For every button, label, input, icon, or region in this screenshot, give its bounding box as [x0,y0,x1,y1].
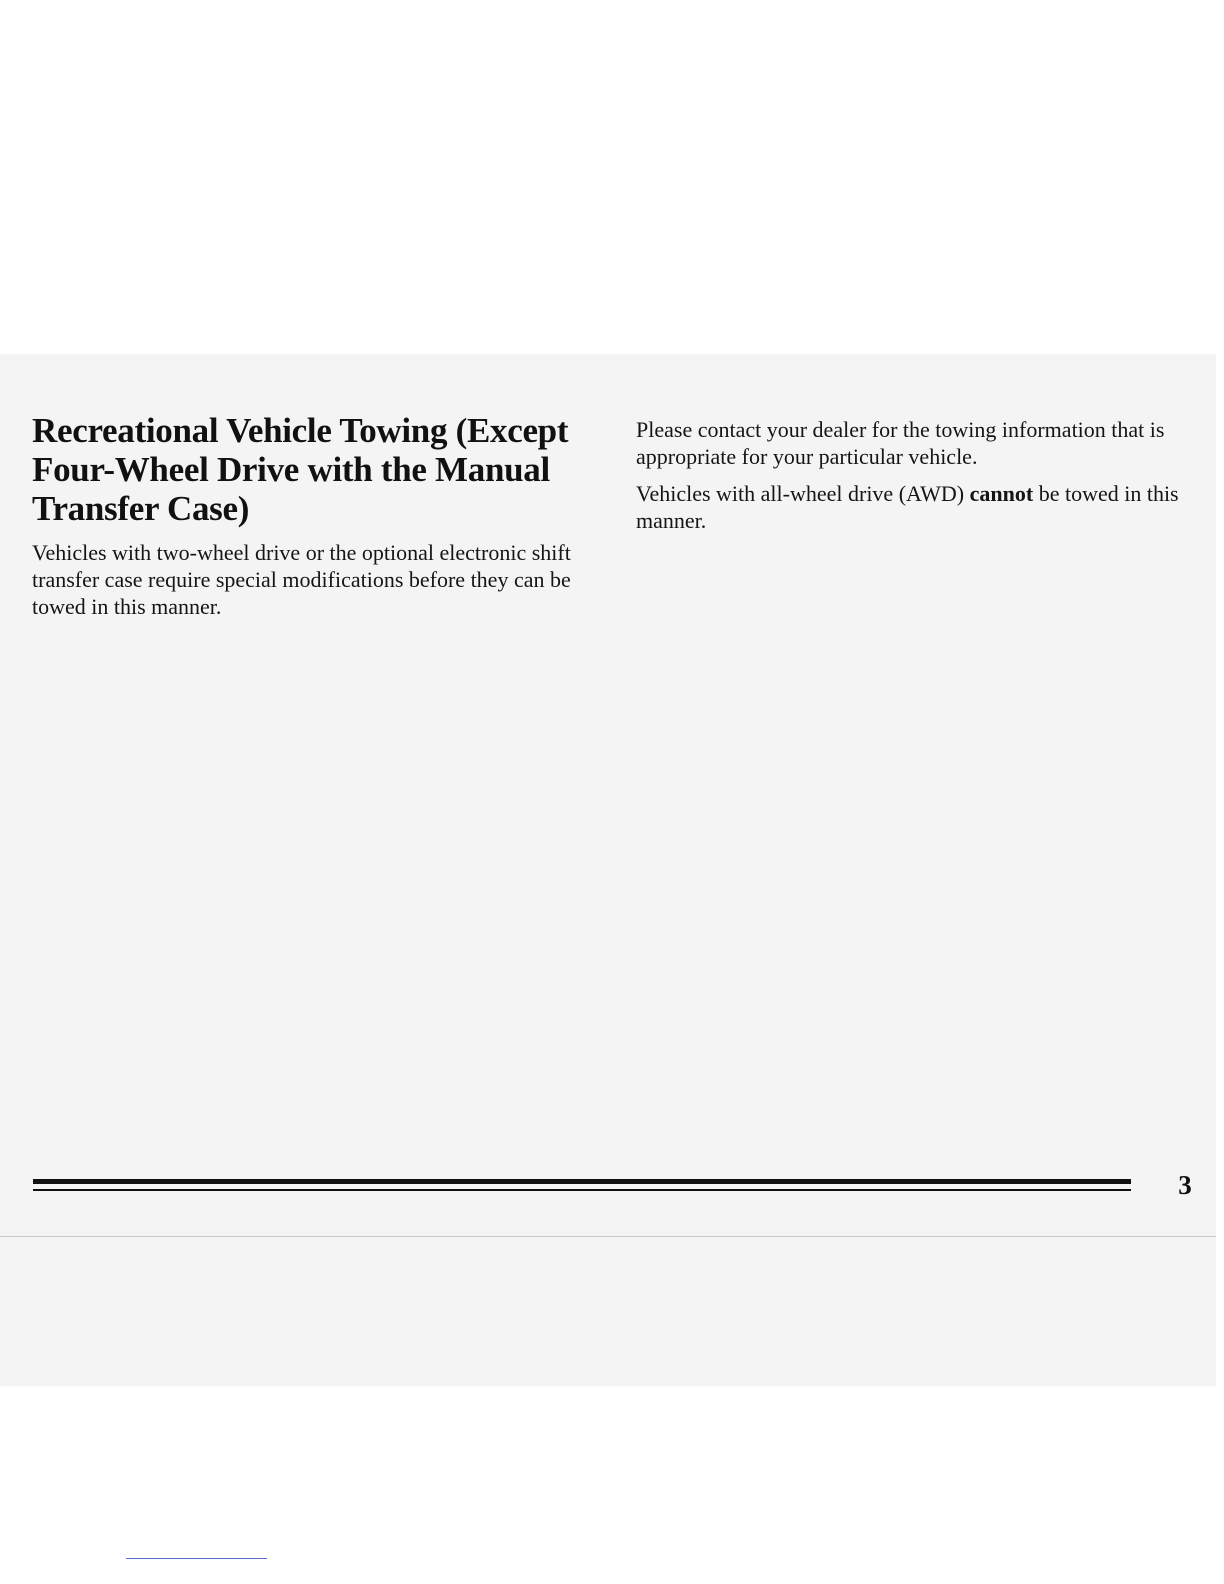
page-number: 3 [1178,1170,1192,1200]
cannot-emphasis: cannot [969,481,1034,506]
awd-text-start: Vehicles with all-wheel drive (AWD) [636,481,970,506]
footer-rule-thick [33,1179,1131,1184]
section-heading: Recreational Vehicle Towing (Except Four-Wheel Drive with the Manual Transfer Case) [32,411,569,528]
awd-paragraph [636,480,1196,534]
left-column [32,539,602,620]
two-wheel-drive-paragraph: Vehicles with two-wheel drive or the optional electronic shift transfer case require special modifications before they can be towed in this manner. [32,540,571,619]
bottom-divider [126,1558,267,1559]
awd-text-end: be towed in this manner. [636,481,1179,533]
footer-rule-thin [33,1189,1131,1191]
contact-dealer-paragraph: Please contact your dealer for the towing information that is appropriate for your particular vehicle. [636,417,1165,469]
scan-edge-line [0,1236,1216,1237]
right-column [636,416,1196,534]
